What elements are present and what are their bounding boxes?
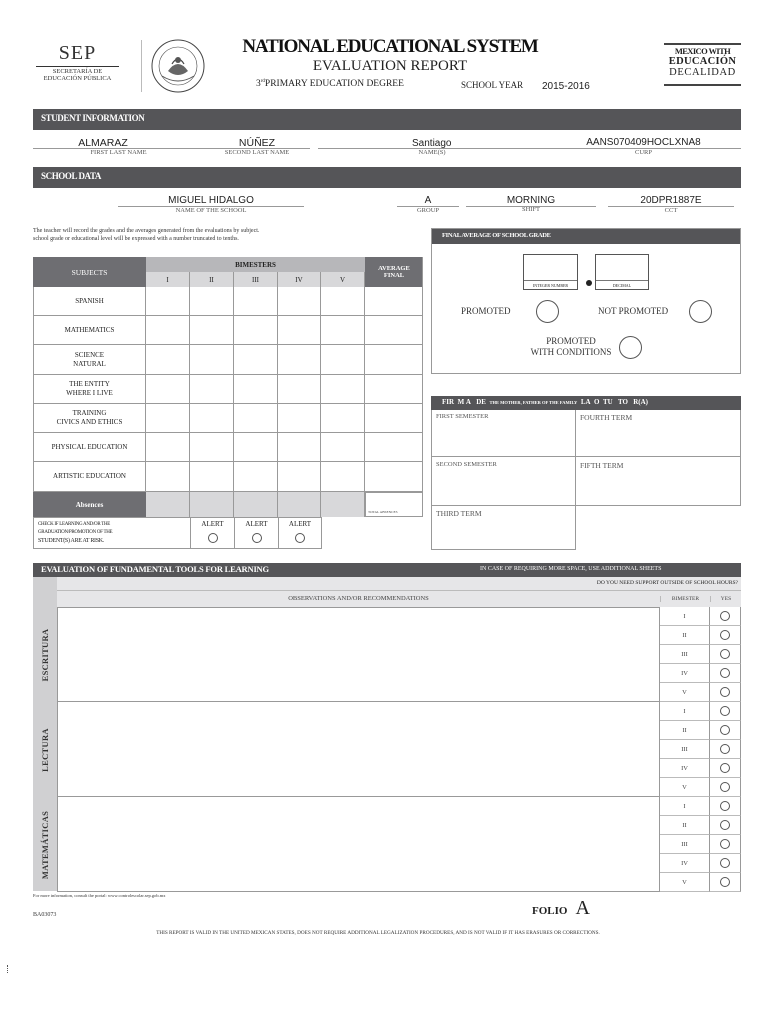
school-section-title: SCHOOL DATA bbox=[41, 171, 102, 181]
support-yes-cell bbox=[710, 778, 741, 797]
corner-dots bbox=[7, 965, 9, 973]
support-yes-cell bbox=[710, 683, 741, 702]
cct-label: CCT bbox=[664, 207, 678, 214]
signature-title-b: M bbox=[457, 398, 465, 406]
integer-number-box[interactable] bbox=[523, 254, 578, 290]
absences-cell-1[interactable] bbox=[146, 492, 190, 517]
signature-title-d: DE bbox=[476, 398, 486, 406]
support-yes-cell bbox=[710, 645, 741, 664]
tools-section-bar bbox=[33, 563, 741, 577]
support-yes-cell bbox=[710, 816, 741, 835]
bimester-col-1: I bbox=[146, 272, 190, 287]
alert-label-2: ALERT bbox=[245, 520, 268, 528]
tools-extra-space-note: IN CASE OF REQUIRING MORE SPACE, USE ADDITIONAL SHEETS bbox=[480, 566, 662, 572]
bimester-row-label: I bbox=[660, 607, 710, 626]
school-year-value: 2015-2016 bbox=[542, 81, 590, 92]
tools-section-title: EVALUATION OF FUNDAMENTAL TOOLS FOR LEARNING bbox=[41, 564, 269, 574]
first-last-name-label: FIRST LAST NAME bbox=[90, 149, 147, 156]
signature-header bbox=[431, 396, 741, 410]
signature-title-i: TO bbox=[617, 398, 628, 406]
bimester-row-label: II bbox=[660, 626, 710, 645]
bimester-row-label: III bbox=[660, 740, 710, 759]
signature-fifth-term[interactable] bbox=[575, 457, 741, 506]
final-average-title: FINAL AVERAGE OF SCHOOL GRADE bbox=[442, 232, 551, 239]
subject-label-line2: CIVICS AND ETHICS bbox=[56, 418, 123, 426]
school-section-bar bbox=[33, 167, 741, 188]
grading-note bbox=[33, 227, 363, 243]
subject-label-line1: MATHEMATICS bbox=[64, 325, 115, 334]
grade-line bbox=[256, 79, 404, 89]
group-label: GROUP bbox=[416, 207, 440, 214]
subject-label-line1: SCIENCE bbox=[74, 350, 105, 359]
grading-note-line1: The teacher will record the grades and the averages generated from the evaluations by subject. bbox=[33, 228, 260, 234]
support-yes-radio[interactable] bbox=[720, 611, 730, 621]
names-label: NAME(S) bbox=[418, 149, 446, 156]
second-semester-label: SECOND SEMESTER bbox=[436, 461, 497, 468]
shift-value: MORNING bbox=[506, 195, 556, 206]
student-section-bar bbox=[33, 109, 741, 130]
support-yes-cell bbox=[710, 854, 741, 873]
footer-code: BA03073 bbox=[33, 912, 57, 918]
grade-number: 3 bbox=[256, 79, 261, 90]
promoted-conditions-radio[interactable] bbox=[619, 336, 642, 359]
tools-area-label: MATEMÁTICAS bbox=[40, 810, 50, 879]
bimester-col-4: IV bbox=[278, 272, 321, 287]
fourth-term-label: FOURTH TERM bbox=[580, 413, 633, 422]
signature-title-a: FIR bbox=[442, 398, 455, 406]
bimesters-header-label: BIMESTERS bbox=[235, 260, 276, 269]
folio bbox=[532, 897, 590, 920]
bimester-row-label: III bbox=[660, 835, 710, 854]
curp-value: AANS070409HOCLXNA8 bbox=[586, 137, 701, 148]
subject-label-line1: THE ENTITY bbox=[69, 380, 110, 388]
support-yes-cell bbox=[710, 873, 741, 892]
sep-logo bbox=[30, 42, 125, 88]
support-question: DO YOU NEED SUPPORT OUTSIDE OF SCHOOL HOURS? bbox=[596, 580, 738, 586]
promoted-radio[interactable] bbox=[536, 300, 559, 323]
observations-area[interactable] bbox=[57, 607, 660, 702]
national-seal-icon bbox=[150, 38, 206, 94]
signature-first-semester[interactable] bbox=[431, 410, 576, 457]
promoted-label: PROMOTED bbox=[461, 306, 511, 316]
decimal-box[interactable] bbox=[595, 254, 649, 290]
quality-education-logo bbox=[664, 43, 741, 86]
tools-area-label: ESCRITURA bbox=[40, 628, 50, 681]
support-yes-radio[interactable] bbox=[720, 877, 730, 887]
tools-support-row bbox=[57, 577, 741, 590]
promoted-conditions-line2: WITH CONDITIONS bbox=[530, 347, 612, 357]
support-yes-radio[interactable] bbox=[720, 725, 730, 735]
absences-cell-2[interactable] bbox=[190, 492, 234, 517]
support-yes-radio[interactable] bbox=[720, 782, 730, 792]
promoted-conditions-line1: PROMOTED bbox=[546, 336, 596, 346]
support-yes-cell bbox=[710, 664, 741, 683]
observations-area[interactable] bbox=[57, 702, 660, 797]
document-subtitle: EVALUATION REPORT bbox=[312, 58, 468, 74]
support-yes-radio[interactable] bbox=[720, 858, 730, 868]
signature-second-semester[interactable] bbox=[431, 457, 576, 506]
signature-title-h: TU bbox=[603, 398, 613, 406]
absences-cell-4[interactable] bbox=[278, 492, 321, 517]
alert-label-1: ALERT bbox=[201, 520, 224, 528]
final-average-panel bbox=[431, 228, 741, 374]
signature-title-f: LA bbox=[580, 398, 591, 406]
sep-logo-rule bbox=[36, 66, 119, 67]
third-term-label: THIRD TERM bbox=[436, 509, 482, 518]
tools-area-label: LECTURA bbox=[40, 727, 50, 772]
second-last-name-label: SECOND LAST NAME bbox=[224, 149, 290, 156]
student-section-title: STUDENT INFORMATION bbox=[41, 113, 145, 123]
bimester-col-5: V bbox=[321, 272, 365, 287]
absences-cell-3[interactable] bbox=[234, 492, 278, 517]
folio-label: FOLIO bbox=[532, 905, 568, 917]
support-yes-cell bbox=[710, 721, 741, 740]
average-header-line1: AVERAGE bbox=[378, 265, 410, 272]
alert-cell-2 bbox=[235, 517, 279, 549]
signature-title-j: R(A) bbox=[633, 398, 649, 406]
support-yes-cell bbox=[710, 607, 741, 626]
final-average-header bbox=[432, 229, 740, 244]
yes-header: YES bbox=[710, 596, 741, 602]
quality-logo-line3: DECALIDAD bbox=[669, 67, 736, 78]
support-yes-radio[interactable] bbox=[720, 820, 730, 830]
bimester-row-label: IV bbox=[660, 664, 710, 683]
subject-label-line2: NATURAL bbox=[73, 359, 106, 368]
bimester-row-label: I bbox=[660, 702, 710, 721]
bimester-col-3: III bbox=[234, 272, 278, 287]
decimal-label: DECIMAL bbox=[596, 280, 648, 289]
curp-label: CURP bbox=[635, 149, 652, 156]
first-last-name-value: ALMARAZ bbox=[78, 137, 128, 149]
absences-cell-5[interactable] bbox=[321, 492, 365, 517]
bimester-row-label: V bbox=[660, 778, 710, 797]
not-promoted-label: NOT PROMOTED bbox=[598, 306, 669, 316]
second-last-name-value: NÚÑEZ bbox=[238, 137, 276, 149]
first-semester-label: FIRST SEMESTER bbox=[436, 413, 489, 420]
school-year-label: SCHOOL YEAR bbox=[461, 80, 524, 90]
support-yes-radio[interactable] bbox=[720, 649, 730, 659]
group-value: A bbox=[424, 195, 432, 206]
subject-label-line2: WHERE I LIVE bbox=[66, 389, 113, 397]
alert-radio-2[interactable] bbox=[252, 533, 262, 543]
signature-title-g: O bbox=[594, 398, 600, 406]
support-yes-cell bbox=[710, 626, 741, 645]
bimester-header: BIMESTER bbox=[660, 596, 710, 602]
tools-header-row bbox=[57, 590, 741, 607]
fifth-term-label: FIFTH TERM bbox=[580, 461, 624, 470]
sep-logo-sub1: SECRETARÍA DE bbox=[52, 68, 103, 75]
decimal-point-icon bbox=[586, 280, 592, 286]
subjects-header-label: SUBJECTS bbox=[71, 267, 108, 277]
risk-note-line3: STUDENT(S) ARE AT RISK. bbox=[38, 538, 104, 544]
support-yes-radio[interactable] bbox=[720, 744, 730, 754]
support-yes-cell bbox=[710, 740, 741, 759]
document-title: NATIONAL EDUCATIONAL SYSTEM bbox=[242, 36, 538, 57]
observations-header: OBSERVATIONS AND/OR RECOMMENDATIONS bbox=[288, 595, 429, 602]
alert-radio-3[interactable] bbox=[295, 533, 305, 543]
not-promoted-radio[interactable] bbox=[689, 300, 712, 323]
cct-value: 20DPR1887E bbox=[640, 195, 702, 206]
subject-label-line1: TRAINING bbox=[72, 409, 107, 417]
support-yes-radio[interactable] bbox=[720, 763, 730, 773]
bimester-row-label: III bbox=[660, 645, 710, 664]
bimester-row-label: IV bbox=[660, 759, 710, 778]
risk-note-line1: CHECK IF LEARNING AND/OR THE bbox=[38, 522, 111, 527]
sep-logo-sub2: EDUCACIÓN PÚBLICA bbox=[43, 75, 112, 82]
integer-number-label: INTEGER NUMBER bbox=[524, 280, 577, 289]
subject-label-line1: PHYSICAL EDUCATION bbox=[51, 442, 128, 451]
support-yes-radio[interactable] bbox=[720, 801, 730, 811]
total-absences-label: TOTAL ABSENCES bbox=[368, 510, 398, 514]
support-yes-radio[interactable] bbox=[720, 687, 730, 697]
grades-table-frame bbox=[33, 257, 423, 492]
subject-label-line1: SPANISH bbox=[75, 296, 104, 305]
support-yes-cell bbox=[710, 835, 741, 854]
alert-label-3: ALERT bbox=[288, 520, 312, 528]
average-header-line2: FINAL bbox=[383, 272, 405, 279]
risk-note-line2: GRADUATION/PROMOTION OF THE bbox=[38, 530, 113, 535]
degree-label: PRIMARY EDUCATION DEGREE bbox=[264, 79, 404, 90]
bimester-row-label: II bbox=[660, 721, 710, 740]
bimester-row-label: II bbox=[660, 816, 710, 835]
quality-logo-line1: MEXICO WITH bbox=[674, 46, 731, 56]
absences-label: Absences bbox=[33, 492, 146, 517]
total-absences-cell[interactable] bbox=[365, 492, 423, 517]
subject-label-line1: ARTISTIC EDUCATION bbox=[53, 472, 126, 480]
support-yes-cell bbox=[710, 702, 741, 721]
quality-logo-line2: EDUCACIÓN bbox=[668, 56, 737, 67]
bimester-row-label: V bbox=[660, 873, 710, 892]
alert-cell-3 bbox=[279, 517, 322, 549]
folio-value: A bbox=[575, 897, 590, 919]
observations-area[interactable] bbox=[57, 797, 660, 892]
support-yes-radio[interactable] bbox=[720, 839, 730, 849]
support-yes-radio[interactable] bbox=[720, 706, 730, 716]
alert-radio-1[interactable] bbox=[208, 533, 218, 543]
grade-ordinal: rd bbox=[260, 79, 265, 84]
risk-note bbox=[33, 517, 191, 549]
support-yes-cell bbox=[710, 759, 741, 778]
school-name-value: MIGUEL HIDALGO bbox=[168, 195, 254, 206]
signature-title-c: A bbox=[465, 398, 471, 406]
school-name-label: NAME OF THE SCHOOL bbox=[175, 207, 247, 214]
sep-logo-text: SEP bbox=[58, 42, 97, 64]
signature-title-e: THE MOTHER, FATHER OF THE FAMILY bbox=[489, 400, 578, 405]
signature-fourth-term[interactable] bbox=[575, 410, 741, 457]
grades-table bbox=[33, 257, 423, 549]
bimester-row-label: I bbox=[660, 797, 710, 816]
bimester-row-label: IV bbox=[660, 854, 710, 873]
signature-third-term[interactable] bbox=[431, 506, 576, 550]
alert-cell-1 bbox=[191, 517, 235, 549]
header-divider bbox=[141, 40, 142, 92]
promoted-conditions-label bbox=[528, 336, 614, 358]
support-yes-radio[interactable] bbox=[720, 630, 730, 640]
names-value: Santiago bbox=[412, 138, 452, 149]
bimester-col-2: II bbox=[190, 272, 234, 287]
validity-statement: THIS REPORT IS VALID IN THE UNITED MEXICAN STATES, DOES NOT REQUIRE ADDITIONAL LEGALIZATION PROCEDURES, AND IS NOT VALID IF IT HAS ERASURES OR CORRECTIONS. bbox=[156, 930, 600, 936]
support-yes-cell bbox=[710, 797, 741, 816]
bimester-row-label: V bbox=[660, 683, 710, 702]
grading-note-line2: school grade or educational level will be expressed with a number truncated to tenths. bbox=[33, 236, 239, 242]
support-yes-radio[interactable] bbox=[720, 668, 730, 678]
footer-info: For more information, consult the portal: www.controlescolar.sep.gob.mx bbox=[33, 893, 166, 898]
shift-label: SHIFT bbox=[521, 206, 541, 213]
